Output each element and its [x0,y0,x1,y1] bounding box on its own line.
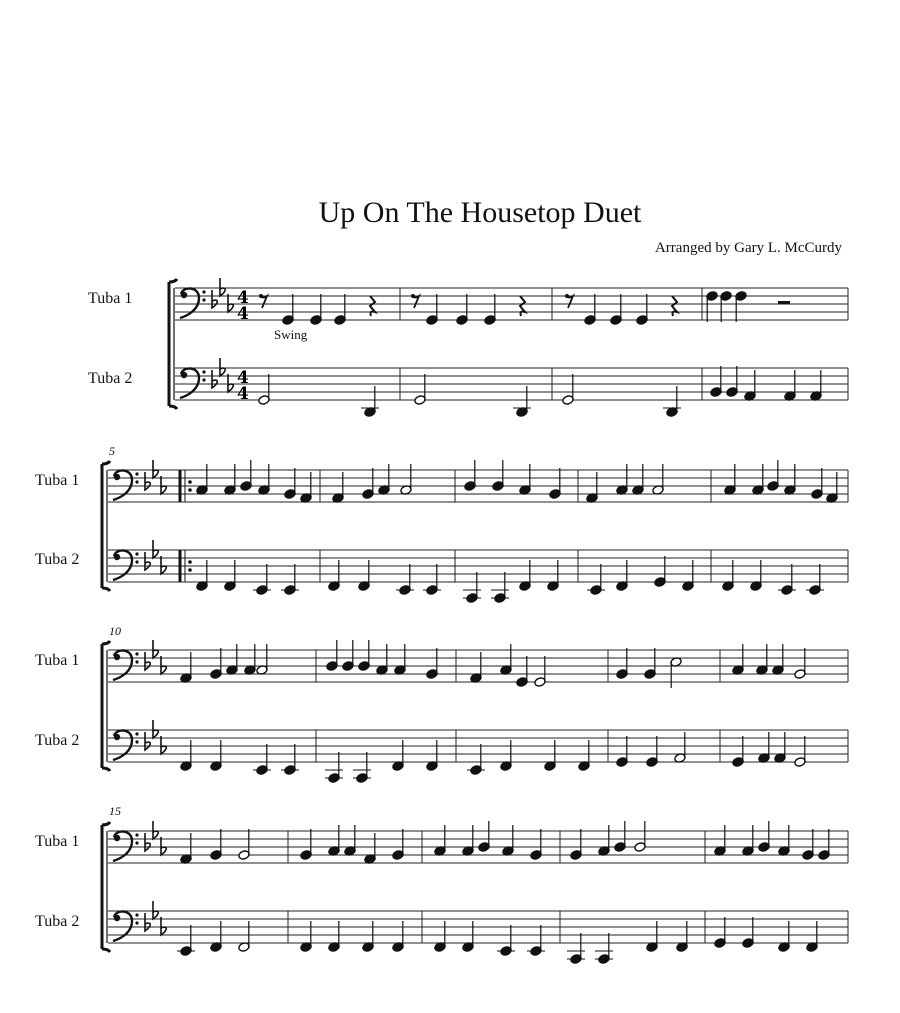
flat-icon [228,374,233,392]
flat-icon [153,540,158,558]
bass-clef-icon [113,550,139,580]
arranger-credit: Arranged by Gary L. McCurdy [654,240,842,256]
instrument-label-tuba-1: Tuba 1 [35,472,80,489]
staff-tuba-1 [108,460,848,502]
flat-icon [153,460,158,478]
instrument-label-tuba-2: Tuba 2 [88,370,133,387]
system-bracket [102,641,110,771]
flat-icon [145,652,150,670]
system-4 [102,821,848,964]
quarter-rest-icon [520,296,525,316]
flat-icon [145,732,150,750]
staff-tuba-2 [108,901,848,943]
bass-clef-icon [113,650,139,680]
staff-tuba-2 [108,720,848,762]
tempo-marking: Swing [274,327,308,342]
flat-icon [161,476,166,494]
repeat-dot [188,560,192,564]
flat-icon [145,552,150,570]
instrument-label-tuba-2: Tuba 2 [35,913,80,930]
bass-clef-icon [113,911,139,941]
key-signature-flats [145,640,166,674]
system-1 [169,278,848,417]
bass-clef-icon [180,288,206,318]
flat-icon [145,833,150,851]
flat-icon [228,294,233,312]
bass-clef-icon [180,368,206,398]
flat-icon [153,640,158,658]
flat-icon [220,278,225,296]
flat-icon [161,837,166,855]
time-signature [237,288,249,324]
repeat-dot [188,480,192,484]
flat-icon [161,556,166,574]
system-bracket [169,279,177,409]
time-signature-top: 4 [237,288,249,308]
instrument-label-tuba-1: Tuba 1 [35,652,80,669]
staff-tuba-1 [175,278,848,324]
key-signature-flats [145,460,166,494]
key-signature-flats [145,901,166,935]
page-title: Up On The Housetop Duet [318,196,642,229]
key-signature-flats [212,358,233,392]
instrument-label-tuba-2: Tuba 2 [35,551,80,568]
flat-icon [153,901,158,919]
flat-icon [145,913,150,931]
bass-clef-icon [113,470,139,500]
bass-clef-icon [113,831,139,861]
half-rest-icon [778,301,790,305]
time-signature-top: 4 [237,368,249,388]
flat-icon [145,472,150,490]
time-signature [237,368,249,404]
flat-icon [212,370,217,388]
repeat-dot [188,568,192,572]
flat-icon [153,720,158,738]
flat-icon [220,358,225,376]
flat-icon [161,736,166,754]
key-signature-flats [145,720,166,754]
system-bracket [102,461,110,591]
key-signature-flats [145,540,166,574]
measure-number: 10 [109,624,121,638]
instrument-label-tuba-2: Tuba 2 [35,732,80,749]
system-2 [102,460,848,603]
key-signature-flats [212,278,233,312]
bass-clef-icon [113,730,139,760]
flat-icon [161,917,166,935]
quarter-rest-icon [370,296,375,316]
system-bracket [102,822,110,952]
flat-icon [212,290,217,308]
repeat-dot [188,488,192,492]
measure-number: 15 [109,804,121,818]
measure-number: 5 [109,444,115,458]
staff-tuba-2 [108,540,848,582]
flat-icon [153,821,158,839]
time-signature-bottom: 4 [237,384,249,404]
quarter-rest-icon [672,296,677,316]
key-signature-flats [145,821,166,855]
instrument-label-tuba-1: Tuba 1 [35,833,80,850]
notes [258,291,822,418]
flat-icon [161,656,166,674]
system-3 [102,640,848,783]
time-signature-bottom: 4 [237,304,249,324]
instrument-label-tuba-1: Tuba 1 [88,290,133,307]
